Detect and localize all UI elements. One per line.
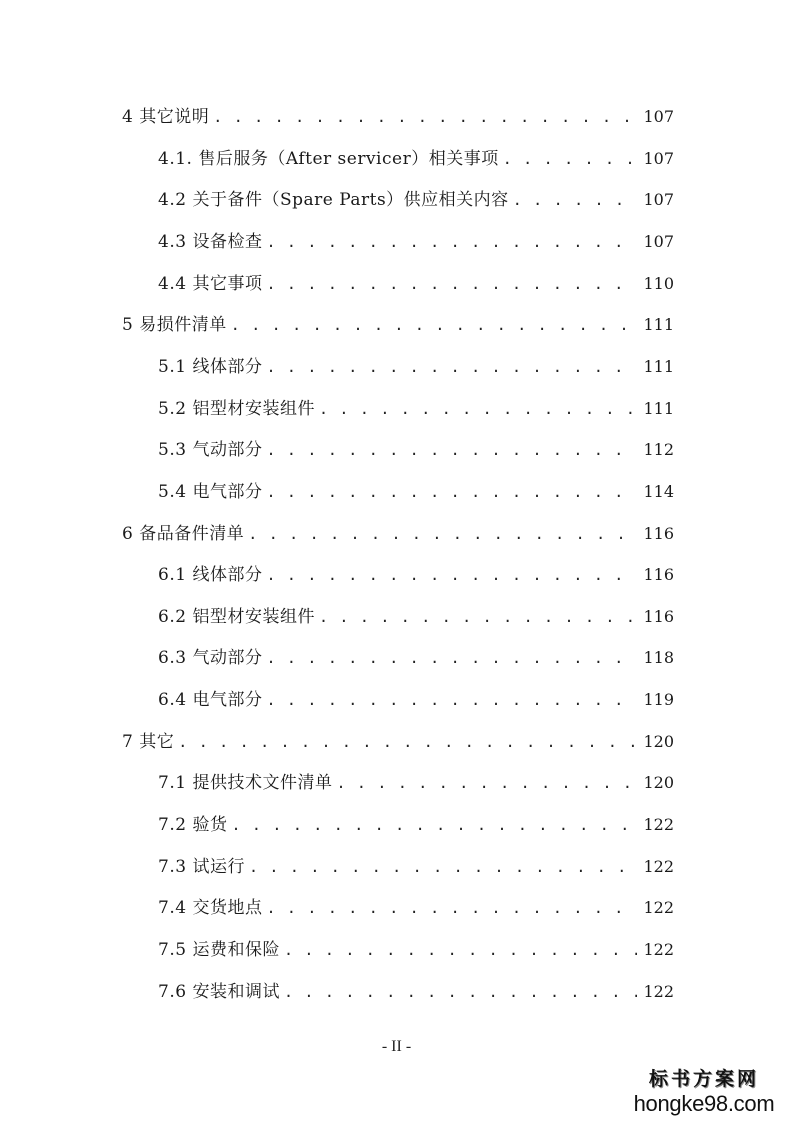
watermark-chinese-text: 标书方案网 xyxy=(648,1068,759,1090)
toc-entry-page-number: 107 xyxy=(643,231,674,251)
toc-entry-title: 4.3 设备检查 xyxy=(158,231,263,252)
toc-entry-title: 4.4 其它事项 xyxy=(158,273,263,294)
toc-entry-title: 7.4 交货地点 xyxy=(158,898,263,919)
toc-dot-leader xyxy=(213,106,637,128)
toc-entry-title: 5.3 气动部分 xyxy=(158,440,263,461)
toc-entry-title: 6 备品备件清单 xyxy=(122,523,245,544)
toc-entry-title: 5 易损件清单 xyxy=(122,315,227,336)
toc-entry-page-number: 119 xyxy=(643,690,674,710)
toc-entry[interactable] xyxy=(158,814,674,836)
toc-entry-page-number: 122 xyxy=(643,981,674,1001)
toc-entry-title: 6.2 铝型材安装组件 xyxy=(158,606,315,627)
toc-entry[interactable] xyxy=(158,981,674,1003)
toc-dot-leader xyxy=(266,273,637,295)
toc-entry[interactable] xyxy=(122,106,674,128)
toc-entry[interactable] xyxy=(158,273,674,295)
toc-entry[interactable] xyxy=(122,523,674,545)
toc-entry-title: 6.1 线体部分 xyxy=(158,565,263,586)
toc-entry-title: 7.6 安装和调试 xyxy=(158,981,280,1002)
toc-dot-leader xyxy=(266,439,637,461)
toc-dot-leader xyxy=(249,856,637,878)
toc-entry[interactable] xyxy=(158,189,674,211)
toc-entry-page-number: 110 xyxy=(643,273,674,293)
toc-entry[interactable] xyxy=(158,356,674,378)
toc-dot-leader xyxy=(266,897,637,919)
toc-entry-page-number: 111 xyxy=(643,398,674,418)
toc-entry-title: 7.5 运费和保险 xyxy=(158,940,280,960)
watermark-domain-text: hongke98.com xyxy=(633,1091,775,1116)
toc-entry[interactable] xyxy=(158,772,674,794)
toc-dot-leader xyxy=(266,564,637,586)
toc-entry[interactable] xyxy=(158,606,674,628)
toc-dot-leader xyxy=(503,148,637,170)
toc-entry-title: 5.2 铝型材安装组件 xyxy=(158,398,315,419)
toc-entry-page-number: 107 xyxy=(643,148,674,168)
toc-dot-leader xyxy=(266,647,637,669)
toc-dot-leader xyxy=(231,314,637,336)
toc-entry-title: 7.1 提供技术文件清单 xyxy=(158,773,333,794)
toc-entry-page-number: 122 xyxy=(643,856,674,876)
toc-entry-title: 7 其它 xyxy=(122,731,175,752)
toc-entry-page-number: 118 xyxy=(643,648,674,668)
toc-dot-leader xyxy=(231,814,637,836)
page-number: - II - xyxy=(381,1038,412,1055)
toc-entry-title: 6.4 电气部分 xyxy=(158,690,263,711)
toc-entry-title: 6.3 气动部分 xyxy=(158,648,263,669)
toc-entry[interactable] xyxy=(158,439,674,461)
toc-entry-page-number: 116 xyxy=(643,565,674,585)
toc-entry-page-number: 120 xyxy=(643,731,674,751)
toc-entry-title: 7.2 验货 xyxy=(158,815,228,835)
toc-dot-leader xyxy=(284,939,637,961)
toc-entry-title: 4 其它说明 xyxy=(122,107,210,127)
toc-entry[interactable] xyxy=(158,231,674,253)
toc-dot-leader xyxy=(178,731,637,753)
toc-entry[interactable] xyxy=(158,856,674,878)
toc-entry[interactable] xyxy=(158,897,674,919)
toc-entry-title: 5.1 线体部分 xyxy=(158,356,263,377)
toc-entry-page-number: 107 xyxy=(643,107,674,126)
toc-entry-page-number: 122 xyxy=(643,898,674,918)
toc-dot-leader xyxy=(336,772,637,794)
toc-entry-title: 4.1. 售后服务（After servicer）相关事项 xyxy=(158,148,499,169)
toc-entry[interactable] xyxy=(158,647,674,669)
toc-entry[interactable] xyxy=(158,564,674,586)
toc-dot-leader xyxy=(266,481,637,503)
toc-dot-leader xyxy=(266,356,637,378)
toc-dot-leader xyxy=(266,231,637,253)
toc-dot-leader xyxy=(319,606,637,628)
toc-dot-leader xyxy=(284,981,637,1003)
toc-entry-page-number: 111 xyxy=(643,356,674,376)
toc-entry-title: 7.3 试运行 xyxy=(158,856,245,877)
toc-entry-page-number: 116 xyxy=(643,606,674,626)
toc-entry-page-number: 122 xyxy=(643,815,674,834)
toc-dot-leader xyxy=(513,189,637,211)
toc-entry[interactable] xyxy=(158,689,674,711)
toc-entry[interactable] xyxy=(158,939,674,961)
toc-entry[interactable] xyxy=(158,148,674,170)
toc-dot-leader xyxy=(266,689,637,711)
toc-entry[interactable] xyxy=(122,314,674,336)
toc-entry-page-number: 120 xyxy=(643,773,674,793)
toc-entry-page-number: 116 xyxy=(643,523,674,543)
toc-entry-page-number: 112 xyxy=(643,440,674,460)
toc-dot-leader xyxy=(248,523,637,545)
watermark-logo xyxy=(629,1066,779,1116)
toc-entry-page-number: 111 xyxy=(643,315,674,335)
toc-dot-leader xyxy=(319,398,637,420)
toc-entry[interactable] xyxy=(158,481,674,503)
toc-entry-page-number: 107 xyxy=(643,190,674,210)
toc-entry-page-number: 122 xyxy=(643,940,674,959)
toc-entry[interactable] xyxy=(158,398,674,420)
toc-entry[interactable] xyxy=(122,731,674,753)
toc-entry-page-number: 114 xyxy=(643,481,674,501)
toc-entry-title: 4.2 关于备件（Spare Parts）供应相关内容 xyxy=(158,190,509,211)
toc-entry-title: 5.4 电气部分 xyxy=(158,481,263,502)
